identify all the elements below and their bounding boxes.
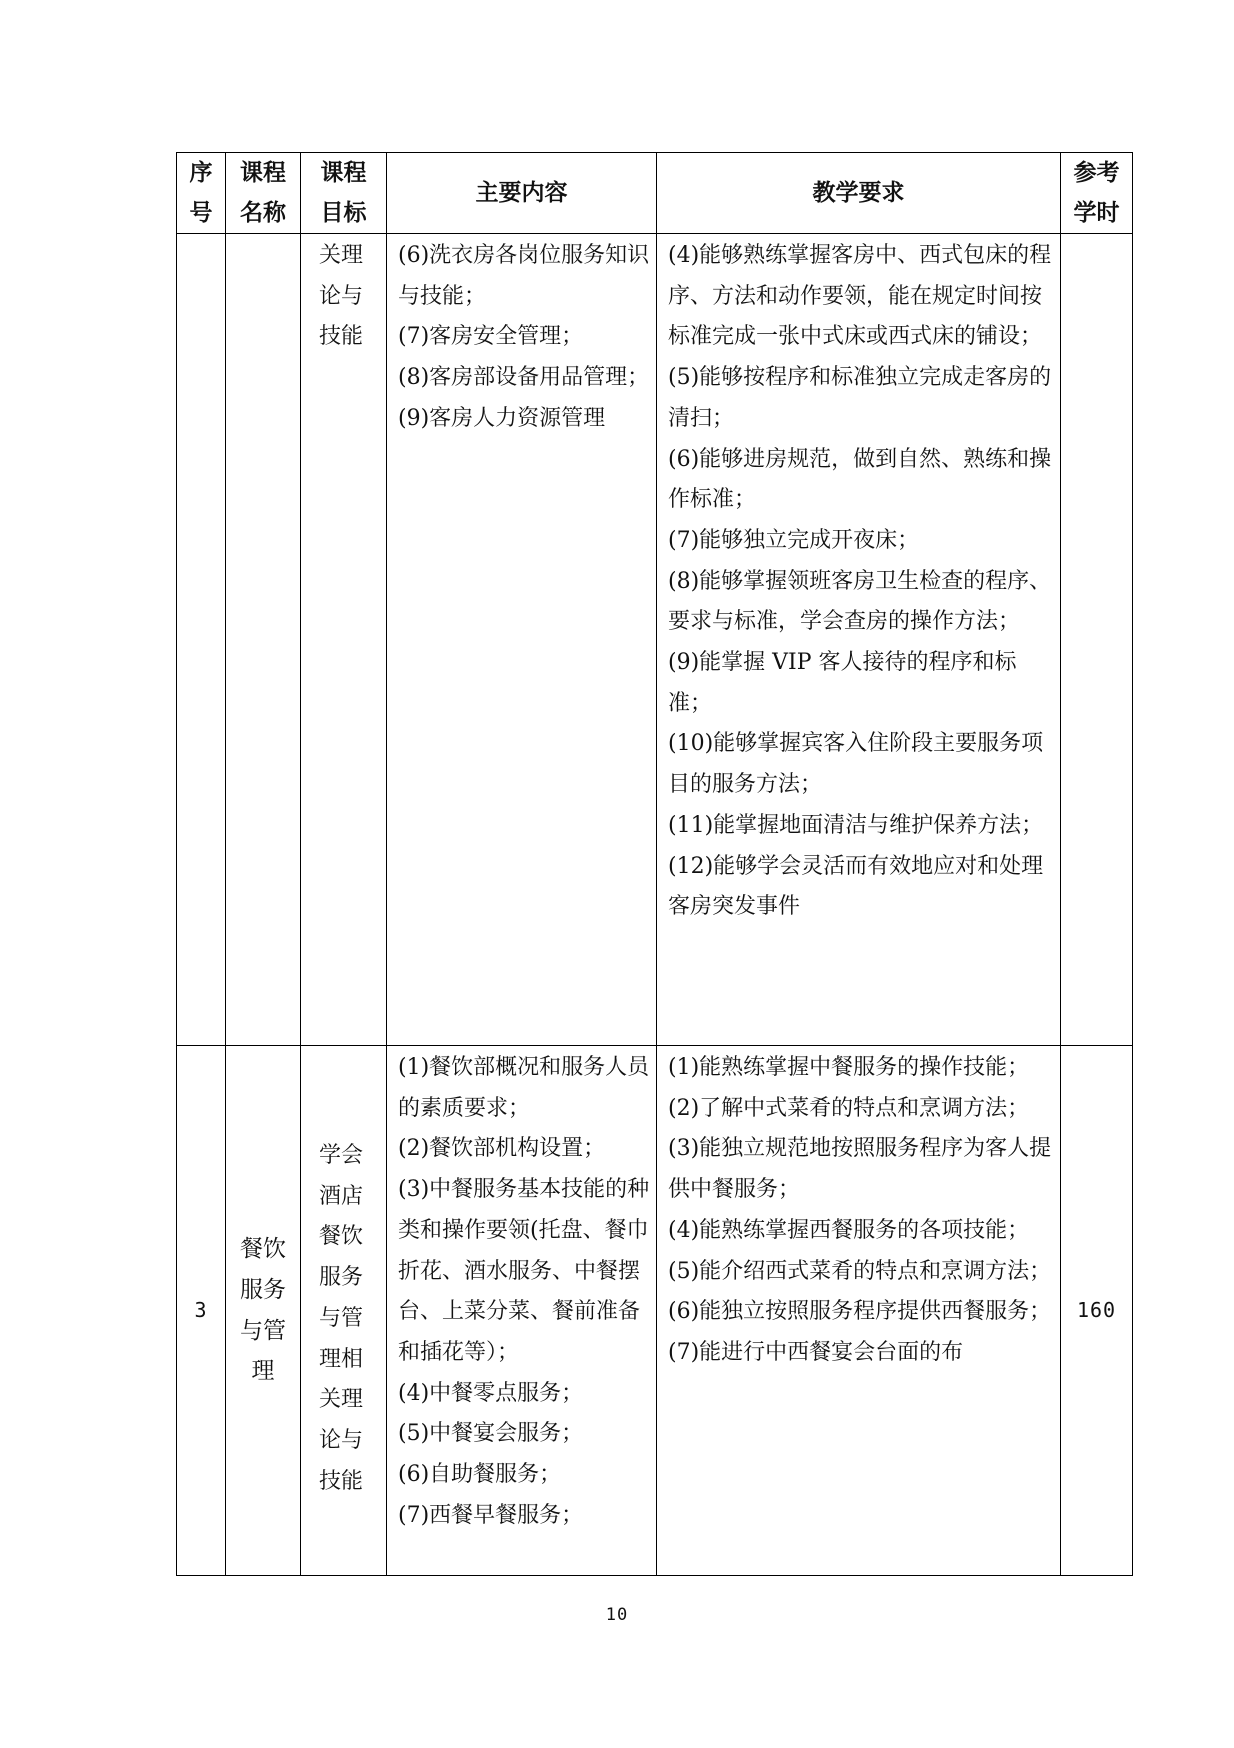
table-row — [177, 234, 1133, 1046]
hours-value: 160 — [1076, 1298, 1117, 1323]
course-goal-cell — [301, 1046, 387, 1576]
requirement-item: (9)能掌握 VIP 客人接待的程序和标准； — [668, 650, 1017, 716]
hours-cell — [1061, 234, 1133, 1046]
requirement-item: (7)能够独立完成开夜床； — [668, 527, 920, 553]
requirement-item: (3)能独立规范地按照服务程序为客人提供中餐服务； — [668, 1136, 1052, 1203]
content-item: (7)客房安全管理； — [398, 324, 584, 350]
main-content-list — [387, 234, 656, 440]
header-no-line1: 序 — [189, 160, 213, 186]
course-name-cell — [226, 1046, 301, 1576]
header-no — [177, 153, 226, 234]
content-item: (3)中餐服务基本技能的种类和操作要领(托盘、餐巾折花、酒水服务、中餐摆台、上菜分菜、餐前准备和插花等）； — [398, 1177, 650, 1365]
main-content-list — [387, 1046, 656, 1536]
requirement-item: (7)能进行中西餐宴会台面的布 — [668, 1339, 964, 1365]
content-item: (7)西餐早餐服务； — [398, 1502, 584, 1528]
header-name — [226, 153, 301, 234]
header-no-line2: 号 — [189, 200, 213, 226]
content-item: (1)餐饮部概况和服务人员的素质要求； — [398, 1055, 650, 1121]
requirement-item: (12)能够学会灵活而有效地应对和处理客房突发事件 — [668, 853, 1044, 920]
header-goal-line1: 课程 — [320, 160, 367, 186]
header-requirements: 教学要求 — [657, 153, 1061, 234]
header-hours-line1: 参考 — [1073, 160, 1120, 186]
content-item: (9)客房人力资源管理 — [398, 405, 606, 431]
main-content-cell — [387, 234, 657, 1046]
page-number: 10 — [605, 1605, 629, 1625]
header-row — [177, 153, 1133, 234]
requirement-item: (4)能熟练掌握西餐服务的各项技能； — [668, 1217, 1030, 1243]
content-item: (6)洗衣房各岗位服务知识与技能； — [398, 243, 650, 309]
requirement-item: (8)能够掌握领班客房卫生检查的程序、要求与标准，学会查房的操作方法； — [668, 568, 1052, 635]
requirements-cell — [657, 234, 1061, 1046]
row-number: 3 — [194, 1298, 208, 1323]
table-row — [177, 1046, 1133, 1576]
curriculum-table — [176, 152, 1133, 1576]
requirement-item: (2)了解中式菜肴的特点和烹调方法； — [668, 1095, 1030, 1121]
row-number-cell — [177, 1046, 226, 1576]
requirement-item: (6)能独立按照服务程序提供西餐服务； — [668, 1299, 1052, 1325]
header-goal — [301, 153, 387, 234]
course-goal: 关理论与技能 — [319, 243, 364, 350]
requirement-item: (6)能够进房规范，做到自然、熟练和操作标准； — [668, 446, 1052, 513]
content-item: (6)自助餐服务； — [398, 1462, 562, 1488]
requirements-cell — [657, 1046, 1061, 1576]
header-hours-line2: 学时 — [1073, 200, 1120, 226]
hours-cell — [1061, 1046, 1133, 1576]
course-goal: 学会酒店餐饮服务与管理相关理论与技能 — [319, 1143, 364, 1494]
requirement-item: (5)能介绍西式菜肴的特点和烹调方法； — [668, 1258, 1052, 1284]
content-item: (2)餐饮部机构设置； — [398, 1136, 606, 1162]
course-name-cell — [226, 234, 301, 1046]
header-goal-line2: 目标 — [320, 200, 367, 226]
requirement-item: (1)能熟练掌握中餐服务的操作技能； — [668, 1055, 1030, 1080]
requirements-list — [657, 234, 1060, 928]
requirement-item: (5)能够按程序和标准独立完成走客房的清扫； — [668, 365, 1052, 431]
requirement-item: (10)能够掌握宾客入住阶段主要服务项目的服务方法； — [668, 731, 1044, 798]
requirement-item: (11)能掌握地面清洁与维护保养方法； — [668, 812, 1044, 838]
main-content-cell — [387, 1046, 657, 1576]
header-hours — [1061, 153, 1133, 234]
header-name-line1: 课程 — [240, 160, 286, 186]
course-name: 餐饮服务与管理 — [240, 1236, 286, 1385]
requirements-list — [657, 1046, 1060, 1374]
content-item: (8)客房部设备用品管理； — [398, 365, 650, 391]
header-name-line2: 名称 — [240, 200, 286, 226]
requirement-item: (4)能够熟练掌握客房中、西式包床的程序、方法和动作要领，能在规定时间按标准完成一张中式床或西式床的铺设； — [668, 243, 1052, 350]
header-content: 主要内容 — [387, 153, 657, 234]
course-goal-cell — [301, 234, 387, 1046]
row-number-cell — [177, 234, 226, 1046]
content-item: (4)中餐零点服务； — [398, 1380, 584, 1406]
content-item: (5)中餐宴会服务； — [398, 1421, 584, 1447]
